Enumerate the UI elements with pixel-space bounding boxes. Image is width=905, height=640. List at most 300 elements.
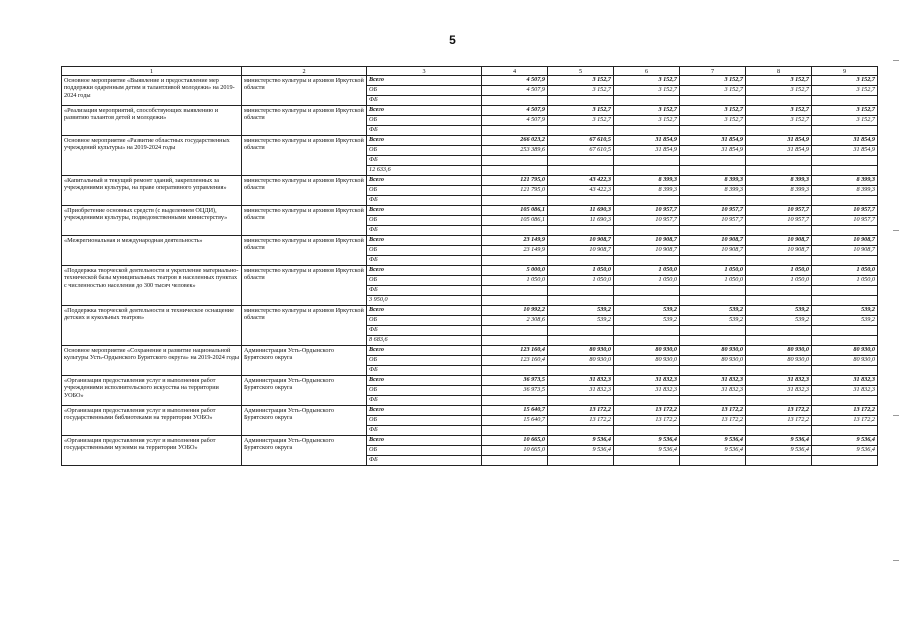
edge-mark (893, 560, 899, 561)
amount-cell (746, 96, 812, 106)
column-header: 6 (614, 67, 680, 76)
funding-source: ОБ (367, 276, 482, 286)
amount-cell: 31 832,3 (812, 386, 878, 396)
activity-description: Основное мероприятие «Развитие областных государственных учреждений культуры» на 2019-2024 годы (62, 136, 242, 176)
table-row (62, 436, 878, 446)
amount-cell: 9 536,4 (812, 446, 878, 456)
amount-cell: 31 854,9 (812, 146, 878, 156)
amount-cell: 3 152,7 (680, 106, 746, 116)
table-row (62, 306, 878, 316)
amount-cell (680, 286, 746, 296)
amount-cell: 3 152,7 (680, 86, 746, 96)
funding-source: Всего (367, 206, 482, 216)
amount-cell: 539,2 (746, 306, 812, 316)
funding-source: ОБ (367, 416, 482, 426)
column-header: 5 (548, 67, 614, 76)
amount-cell (548, 456, 614, 466)
amount-cell: 266 023,2 (482, 136, 548, 146)
amount-cell: 539,2 (614, 306, 680, 316)
amount-cell (680, 426, 746, 436)
amount-cell (746, 126, 812, 136)
amount-cell: 539,2 (812, 306, 878, 316)
column-header: 4 (482, 67, 548, 76)
amount-cell (482, 226, 548, 236)
column-header: 9 (812, 67, 878, 76)
responsible-executor: министерство культуры и архивов Иркутской области (242, 106, 367, 136)
funding-source: ОБ (367, 386, 482, 396)
amount-cell: 9 536,4 (548, 446, 614, 456)
funding-source: ФБ (367, 286, 482, 296)
amount-cell: 9 536,4 (812, 436, 878, 446)
amount-cell (614, 456, 680, 466)
activity-description: «Поддержка творческой деятельности и техническое оснащение детских и кукольных театров» (62, 306, 242, 346)
amount-cell: 10 908,7 (680, 236, 746, 246)
funding-source: Всего (367, 266, 482, 276)
amount-cell: 123 160,4 (482, 356, 548, 366)
activity-description: «Межрегиональная и международная деятельность» (62, 236, 242, 266)
amount-cell (812, 226, 878, 236)
empty-cell (680, 296, 746, 306)
amount-cell: 31 854,9 (746, 136, 812, 146)
empty-cell (746, 166, 812, 176)
column-header: 3 (367, 67, 482, 76)
amount-cell: 10 908,7 (746, 246, 812, 256)
amount-cell: 15 640,7 (482, 416, 548, 426)
amount-cell (680, 326, 746, 336)
responsible-executor: министерство культуры и архивов Иркутской области (242, 266, 367, 306)
amount-cell: 31 854,9 (680, 136, 746, 146)
amount-cell (614, 426, 680, 436)
funding-source: ОБ (367, 246, 482, 256)
amount-cell: 10 957,7 (680, 206, 746, 216)
funding-source: ФБ (367, 156, 482, 166)
amount-cell: 10 992,2 (482, 306, 548, 316)
amount-cell: 36 973,5 (482, 386, 548, 396)
amount-cell (614, 226, 680, 236)
amount-cell: 31 854,9 (614, 136, 680, 146)
amount-cell (746, 456, 812, 466)
funding-source: ФБ (367, 326, 482, 336)
amount-cell: 3 152,7 (680, 116, 746, 126)
edge-mark (893, 230, 899, 231)
amount-cell (482, 326, 548, 336)
amount-cell: 10 957,7 (614, 216, 680, 226)
activity-description: Основное мероприятие «Выявление и предоставление мер поддержки одаренным детям и талантливой молодежи» на 2019-2024 годы (62, 76, 242, 106)
activity-description: «Капитальный и текущий ремонт зданий, закрепленных за учреждениями культуры, на праве оперативного управления» (62, 176, 242, 206)
amount-cell: 4 507,9 (482, 106, 548, 116)
amount-cell (548, 126, 614, 136)
amount-cell (548, 156, 614, 166)
amount-cell: 13 172,2 (614, 406, 680, 416)
amount-cell (548, 226, 614, 236)
responsible-executor: министерство культуры и архивов Иркутской области (242, 176, 367, 206)
amount-cell: 10 957,7 (746, 216, 812, 226)
table-row (62, 266, 878, 276)
funding-source: Всего (367, 346, 482, 356)
amount-cell (614, 286, 680, 296)
amount-cell: 3 152,7 (812, 116, 878, 126)
amount-cell: 4 507,9 (482, 86, 548, 96)
amount-cell: 13 172,2 (812, 416, 878, 426)
empty-cell (482, 166, 548, 176)
responsible-executor: министерство культуры и архивов Иркутской области (242, 136, 367, 176)
amount-cell: 80 930,0 (812, 356, 878, 366)
funding-source: ОБ (367, 116, 482, 126)
amount-cell (548, 426, 614, 436)
amount-cell: 13 172,2 (548, 416, 614, 426)
amount-cell (812, 366, 878, 376)
funding-source: ФБ (367, 426, 482, 436)
table-row (62, 406, 878, 416)
amount-cell: 3 152,7 (548, 106, 614, 116)
activity-description: «Реализация мероприятий, способствующих выявлению и развитию талантов детей и молодежи» (62, 106, 242, 136)
amount-cell: 80 930,0 (812, 346, 878, 356)
extra-amount: 12 633,6 (367, 166, 482, 176)
amount-cell: 3 152,7 (614, 106, 680, 116)
amount-cell: 10 908,7 (548, 246, 614, 256)
activity-description: «Организация предоставления услуг и выполнения работ государственными музеями на территории УОБО» (62, 436, 242, 466)
funding-source: ФБ (367, 196, 482, 206)
amount-cell (746, 226, 812, 236)
amount-cell: 105 086,1 (482, 206, 548, 216)
responsible-executor: Администрация Усть-Ордынского Бурятского округа (242, 376, 367, 406)
amount-cell: 1 050,0 (746, 276, 812, 286)
funding-source: ОБ (367, 186, 482, 196)
funding-source: ФБ (367, 126, 482, 136)
empty-cell (482, 336, 548, 346)
amount-cell: 10 957,7 (812, 206, 878, 216)
amount-cell: 8 399,3 (746, 176, 812, 186)
amount-cell: 3 152,7 (812, 76, 878, 86)
amount-cell: 13 172,2 (812, 406, 878, 416)
amount-cell: 1 050,0 (548, 276, 614, 286)
amount-cell (680, 126, 746, 136)
amount-cell (746, 396, 812, 406)
amount-cell (746, 366, 812, 376)
amount-cell (548, 286, 614, 296)
amount-cell: 10 908,7 (614, 246, 680, 256)
funding-source: ОБ (367, 86, 482, 96)
amount-cell (614, 256, 680, 266)
amount-cell: 31 832,3 (812, 376, 878, 386)
amount-cell: 3 152,7 (746, 116, 812, 126)
funding-source: ОБ (367, 446, 482, 456)
amount-cell: 8 399,3 (746, 186, 812, 196)
funding-source: Всего (367, 306, 482, 316)
amount-cell (680, 366, 746, 376)
amount-cell: 31 832,3 (746, 376, 812, 386)
edge-mark (893, 415, 899, 416)
amount-cell: 31 832,3 (680, 376, 746, 386)
amount-cell: 121 795,0 (482, 176, 548, 186)
amount-cell (482, 256, 548, 266)
responsible-executor: министерство культуры и архивов Иркутской области (242, 306, 367, 346)
amount-cell (812, 286, 878, 296)
activity-description: «Поддержка творческой деятельности и укрепление материально-технической базы муниципальных театров в населенных пунктах с численностью населения до 300 тысяч человек» (62, 266, 242, 306)
amount-cell: 539,2 (812, 316, 878, 326)
amount-cell: 1 050,0 (614, 276, 680, 286)
activity-description: «Организация предоставления услуг и выполнения работ учреждениями исполнительского искусства на территории УОБО» (62, 376, 242, 406)
amount-cell: 3 152,7 (548, 76, 614, 86)
amount-cell (614, 366, 680, 376)
amount-cell (482, 96, 548, 106)
amount-cell: 3 152,7 (812, 86, 878, 96)
amount-cell: 121 795,0 (482, 186, 548, 196)
table-body (62, 67, 878, 466)
amount-cell (680, 456, 746, 466)
amount-cell: 9 536,4 (746, 446, 812, 456)
amount-cell: 31 832,3 (548, 386, 614, 396)
amount-cell: 3 152,7 (746, 106, 812, 116)
budget-table (61, 66, 878, 466)
amount-cell: 31 832,3 (746, 386, 812, 396)
amount-cell (812, 256, 878, 266)
amount-cell: 1 050,0 (614, 266, 680, 276)
amount-cell: 539,2 (548, 306, 614, 316)
empty-cell (548, 296, 614, 306)
funding-source: ФБ (367, 456, 482, 466)
amount-cell: 123 160,4 (482, 346, 548, 356)
activity-description: Основное мероприятие «Сохранение и развитие национальной культуры Усть-Ордынского Бурятского округа» на 2019-2024 годы (62, 346, 242, 376)
amount-cell: 3 152,7 (746, 86, 812, 96)
amount-cell: 8 399,3 (614, 176, 680, 186)
amount-cell: 10 908,7 (614, 236, 680, 246)
amount-cell: 539,2 (614, 316, 680, 326)
amount-cell (548, 326, 614, 336)
amount-cell: 23 149,9 (482, 236, 548, 246)
amount-cell (812, 126, 878, 136)
responsible-executor: министерство культуры и архивов Иркутской области (242, 236, 367, 266)
column-header: 1 (62, 67, 242, 76)
responsible-executor: министерство культуры и архивов Иркутской области (242, 206, 367, 236)
funding-source: ФБ (367, 366, 482, 376)
amount-cell: 539,2 (746, 316, 812, 326)
funding-source: Всего (367, 106, 482, 116)
funding-source: ОБ (367, 356, 482, 366)
amount-cell: 80 930,0 (548, 346, 614, 356)
funding-source: ОБ (367, 146, 482, 156)
amount-cell (812, 196, 878, 206)
amount-cell: 4 507,9 (482, 116, 548, 126)
empty-cell (812, 296, 878, 306)
amount-cell (614, 156, 680, 166)
amount-cell: 31 832,3 (614, 386, 680, 396)
amount-cell (548, 196, 614, 206)
amount-cell: 1 050,0 (548, 266, 614, 276)
activity-description: «Приобретение основных средств (с выделением ОЦДИ), учреждениями культуры, подведомственными министерству» (62, 206, 242, 236)
funding-source: Всего (367, 406, 482, 416)
amount-cell: 9 536,4 (614, 436, 680, 446)
amount-cell (482, 196, 548, 206)
empty-cell (614, 166, 680, 176)
empty-cell (746, 336, 812, 346)
amount-cell (680, 226, 746, 236)
amount-cell: 13 172,2 (680, 406, 746, 416)
amount-cell: 3 152,7 (680, 76, 746, 86)
table-row (62, 206, 878, 216)
amount-cell (812, 456, 878, 466)
table-row (62, 106, 878, 116)
amount-cell (812, 426, 878, 436)
amount-cell: 80 930,0 (614, 346, 680, 356)
amount-cell (482, 456, 548, 466)
amount-cell: 80 930,0 (680, 356, 746, 366)
amount-cell: 3 152,7 (614, 76, 680, 86)
amount-cell: 31 854,9 (812, 136, 878, 146)
amount-cell (812, 326, 878, 336)
amount-cell: 539,2 (680, 306, 746, 316)
responsible-executor: Администрация Усть-Ордынского Бурятского округа (242, 436, 367, 466)
empty-cell (812, 166, 878, 176)
amount-cell: 31 854,9 (746, 146, 812, 156)
amount-cell (614, 126, 680, 136)
funding-source: ФБ (367, 256, 482, 266)
empty-cell (548, 166, 614, 176)
amount-cell (746, 156, 812, 166)
amount-cell: 8 399,3 (812, 186, 878, 196)
amount-cell: 3 152,7 (548, 116, 614, 126)
amount-cell: 13 172,2 (548, 406, 614, 416)
activity-description: «Организация предоставления услуг и выполнения работ государственными библиотеками на территории УОБО» (62, 406, 242, 436)
amount-cell: 3 152,7 (746, 76, 812, 86)
amount-cell: 13 172,2 (746, 406, 812, 416)
empty-cell (746, 296, 812, 306)
table-row (62, 136, 878, 146)
amount-cell (812, 96, 878, 106)
amount-cell (548, 256, 614, 266)
amount-cell: 80 930,0 (614, 356, 680, 366)
empty-cell (482, 296, 548, 306)
funding-source: ФБ (367, 396, 482, 406)
amount-cell: 3 152,7 (812, 106, 878, 116)
amount-cell: 80 930,0 (548, 356, 614, 366)
responsible-executor: Администрация Усть-Ордынского Бурятского округа (242, 406, 367, 436)
amount-cell (680, 196, 746, 206)
funding-source: Всего (367, 436, 482, 446)
amount-cell: 4 507,9 (482, 76, 548, 86)
amount-cell: 10 957,7 (614, 206, 680, 216)
amount-cell: 10 957,7 (812, 216, 878, 226)
amount-cell: 10 665,0 (482, 436, 548, 446)
amount-cell: 8 399,3 (614, 186, 680, 196)
responsible-executor: министерство культуры и архивов Иркутской области (242, 76, 367, 106)
amount-cell: 1 050,0 (680, 266, 746, 276)
amount-cell: 15 640,7 (482, 406, 548, 416)
amount-cell: 539,2 (548, 316, 614, 326)
amount-cell: 3 152,7 (548, 86, 614, 96)
amount-cell: 31 854,9 (614, 146, 680, 156)
extra-amount: 3 950,0 (367, 296, 482, 306)
amount-cell: 1 050,0 (812, 266, 878, 276)
responsible-executor: Администрация Усть-Ордынского Бурятского округа (242, 346, 367, 376)
amount-cell: 5 000,0 (482, 266, 548, 276)
amount-cell (482, 396, 548, 406)
amount-cell (746, 196, 812, 206)
amount-cell: 80 930,0 (680, 346, 746, 356)
amount-cell: 67 610,5 (548, 136, 614, 146)
amount-cell: 13 172,2 (680, 416, 746, 426)
amount-cell: 8 399,3 (680, 186, 746, 196)
column-header: 2 (242, 67, 367, 76)
amount-cell: 10 908,7 (812, 246, 878, 256)
amount-cell: 9 536,4 (680, 446, 746, 456)
amount-cell (746, 426, 812, 436)
amount-cell: 36 973,5 (482, 376, 548, 386)
amount-cell: 8 399,3 (680, 176, 746, 186)
amount-cell (614, 396, 680, 406)
amount-cell: 23 149,9 (482, 246, 548, 256)
empty-cell (680, 166, 746, 176)
table-row (62, 376, 878, 386)
amount-cell (482, 286, 548, 296)
amount-cell (482, 156, 548, 166)
funding-source: Всего (367, 136, 482, 146)
amount-cell: 1 050,0 (482, 276, 548, 286)
amount-cell: 10 957,7 (680, 216, 746, 226)
funding-source: Всего (367, 376, 482, 386)
amount-cell: 31 832,3 (548, 376, 614, 386)
amount-cell: 13 172,2 (614, 416, 680, 426)
amount-cell: 3 152,7 (614, 86, 680, 96)
funding-source: Всего (367, 176, 482, 186)
edge-mark (893, 60, 899, 61)
empty-cell (680, 336, 746, 346)
funding-source: ОБ (367, 316, 482, 326)
amount-cell (746, 256, 812, 266)
amount-cell (614, 326, 680, 336)
amount-cell: 3 152,7 (614, 116, 680, 126)
amount-cell: 1 050,0 (680, 276, 746, 286)
amount-cell: 10 908,7 (680, 246, 746, 256)
amount-cell: 9 536,4 (614, 446, 680, 456)
empty-cell (614, 336, 680, 346)
amount-cell: 10 665,0 (482, 446, 548, 456)
amount-cell: 31 832,3 (680, 386, 746, 396)
amount-cell (680, 96, 746, 106)
amount-cell: 253 389,6 (482, 146, 548, 156)
amount-cell: 31 854,9 (680, 146, 746, 156)
header-row (62, 67, 878, 76)
amount-cell (548, 366, 614, 376)
amount-cell: 1 050,0 (746, 266, 812, 276)
amount-cell: 31 832,3 (614, 376, 680, 386)
amount-cell (482, 426, 548, 436)
table-row (62, 236, 878, 246)
amount-cell (482, 126, 548, 136)
amount-cell (680, 396, 746, 406)
empty-cell (614, 296, 680, 306)
funding-source: Всего (367, 76, 482, 86)
amount-cell: 80 930,0 (746, 346, 812, 356)
empty-cell (812, 336, 878, 346)
amount-cell: 10 908,7 (812, 236, 878, 246)
empty-cell (548, 336, 614, 346)
amount-cell: 1 050,0 (812, 276, 878, 286)
funding-source: ОБ (367, 216, 482, 226)
column-header: 7 (680, 67, 746, 76)
amount-cell (614, 196, 680, 206)
amount-cell (746, 326, 812, 336)
amount-cell (746, 286, 812, 296)
amount-cell: 10 908,7 (746, 236, 812, 246)
amount-cell: 11 690,3 (548, 216, 614, 226)
amount-cell: 11 690,3 (548, 206, 614, 216)
amount-cell: 9 536,4 (680, 436, 746, 446)
amount-cell: 80 930,0 (746, 356, 812, 366)
page-number: 5 (449, 33, 456, 47)
amount-cell (548, 396, 614, 406)
amount-cell (680, 156, 746, 166)
